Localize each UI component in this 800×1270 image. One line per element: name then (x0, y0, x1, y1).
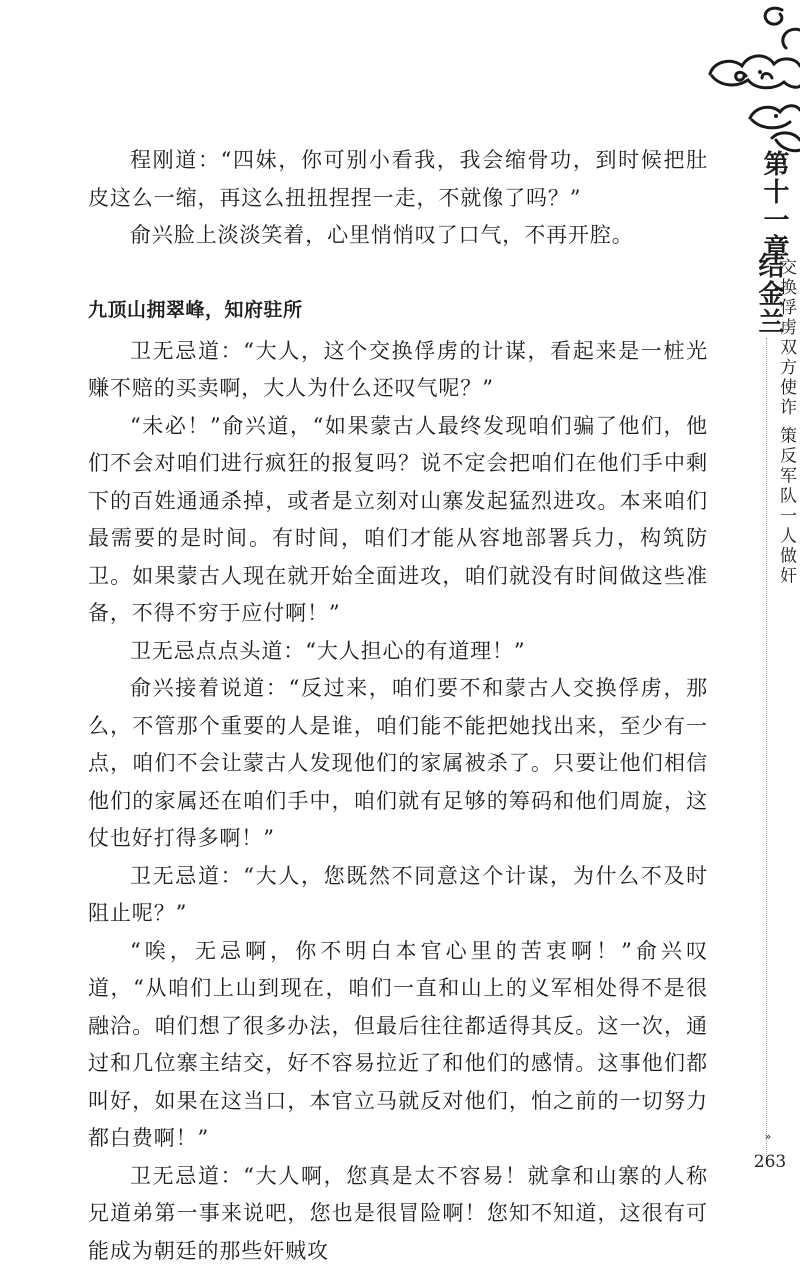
paragraph: “未必！”俞兴道，“如果蒙古人最终发现咱们骗了他们，他们不会对咱们进行疯狂的报复吗？说不定会把咱们在他们手中剩下的百姓通通杀掉，或者是立刻对山寨发起猛烈进攻。本来咱们最需要的是时间。有时间，咱们才能从容地部署兵力，构筑防卫。如果蒙古人现在就开始全面进攻，咱们就没有时间做这些准备，不得不穷于应付啊！” (88, 408, 708, 633)
paragraph: 卫无忌道：“大人，您既然不同意这个计谋，为什么不及时阻止呢？” (88, 858, 708, 933)
cloud-scroll-ornament (690, 0, 800, 165)
chapter-title: 结金兰 (748, 252, 788, 336)
chapter-subtitle: 交换俘虏双方使诈 策反军队一人做奸 (776, 258, 796, 586)
margin-dotted-rule (766, 338, 767, 1158)
paragraph: 俞兴脸上淡淡笑着，心里悄悄叹了口气，不再开腔。 (88, 217, 708, 255)
section-heading: 九顶山拥翠峰，知府驻所 (88, 296, 708, 324)
paragraph: 程刚道：“四妹，你可别小看我，我会缩骨功，到时候把肚皮这么一缩，再这么扭扭捏捏一走，不就像了吗？” (88, 142, 708, 217)
page-number: 263 (750, 1152, 790, 1172)
page-marker: » (760, 1132, 776, 1141)
paragraph: 卫无忌道：“大人啊，您真是太不容易！就拿和山寨的人称兄道弟第一事来说吧，您也是很冒险啊！您知不知道，这很有可能成为朝廷的那些奸贼攻 (88, 1158, 708, 1270)
paragraph: 俞兴接着说道：“反过来，咱们要不和蒙古人交换俘虏，那么，不管那个重要的人是谁，咱们能不能把她找出来，至少有一点，咱们不会让蒙古人发现他们的家属被杀了。只要让他们相信他们的家属还在咱们手中，咱们就有足够的筹码和他们周旋，这仗也好打得多啊！” (88, 670, 708, 858)
paragraph: 卫无忌点点头道：“大人担心的有道理！” (88, 633, 708, 671)
paragraph: “唉，无忌啊，你不明白本官心里的苦衷啊！”俞兴叹道，“从咱们上山到现在，咱们一直和山上的义军相处得不是很融洽。咱们想了很多办法，但最后往往都适得其反。这一次，通过和几位寨主结交，好不容易拉近了和他们的感情。这事他们都叫好，如果在这当口，本官立马就反对他们，怕之前的一切努力都白费啊！” (88, 933, 708, 1158)
paragraph: 卫无忌道：“大人，这个交换俘虏的计谋，看起来是一桩光赚不赔的买卖啊，大人为什么还叹气呢？” (88, 333, 708, 408)
chapter-number: 第十一章 (748, 150, 788, 262)
body-text (88, 142, 708, 1270)
